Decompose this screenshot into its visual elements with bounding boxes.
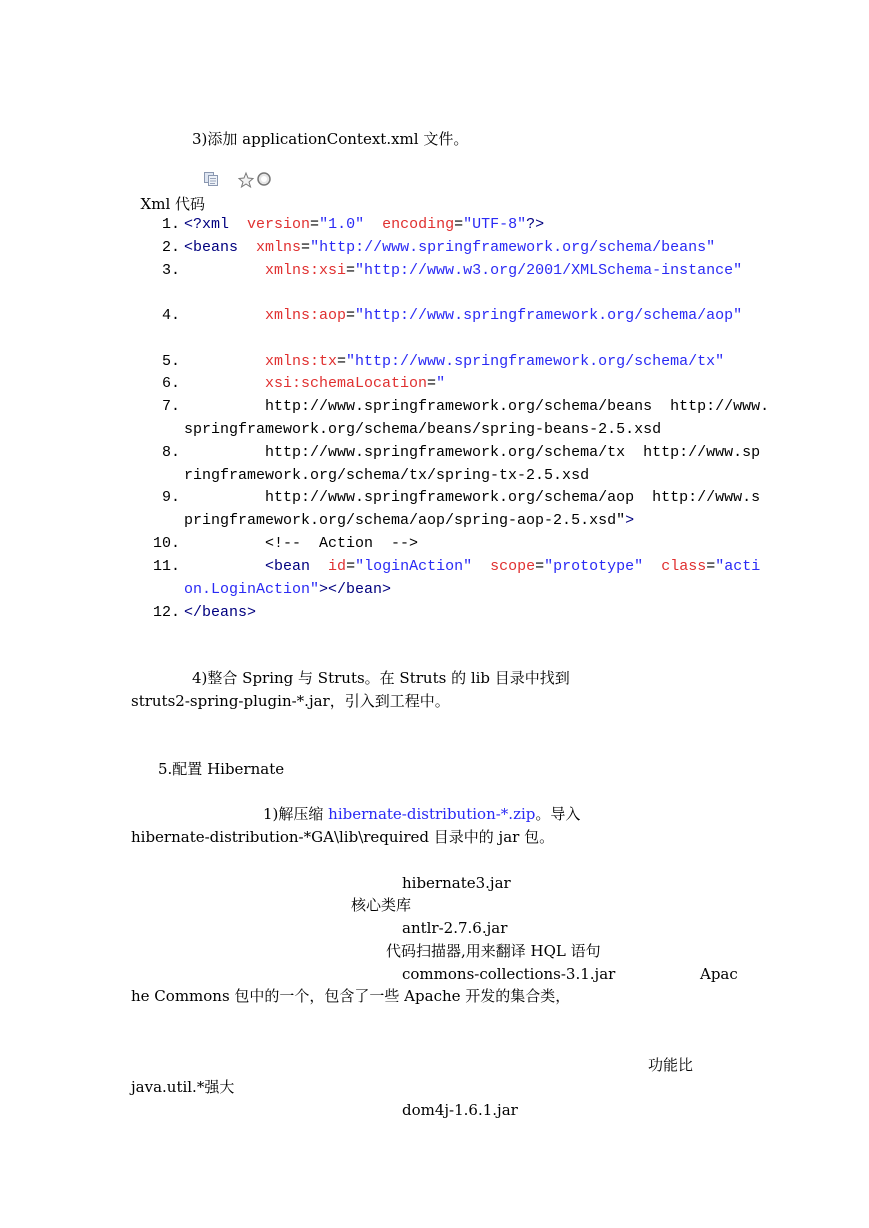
code-token: ": [436, 375, 446, 392]
code-token: =: [454, 216, 464, 233]
code-token: "http://www.springframework.org/schema/beans": [310, 239, 716, 256]
line-number: 12.: [152, 604, 180, 621]
code-token: "1.0": [319, 216, 365, 233]
step1-suffix: 。导入: [535, 805, 581, 823]
code-header: [131, 171, 205, 215]
code-token: "UTF-8": [463, 216, 527, 233]
code-token: [364, 216, 382, 233]
code-token: =: [301, 239, 311, 256]
code-line: [184, 260, 742, 282]
code-token: [184, 307, 265, 324]
code-token: xsi:schemaLocation: [265, 375, 428, 392]
code-token: id: [328, 558, 347, 575]
code-token: =: [337, 353, 347, 370]
code-token: <beans: [184, 239, 239, 256]
code-token: "http://www.springframework.org/schema/tx": [346, 353, 725, 370]
step4-line1: 4)整合 Spring 与 Struts。在 Struts 的 lib 目录中找到: [192, 669, 570, 687]
jar-dom4j: dom4j-1.6.1.jar: [402, 1101, 518, 1119]
code-line: [184, 305, 742, 327]
step1-prefix: 1)解压缩: [263, 805, 329, 823]
code-line-wrap: springframework.org/schema/beans/spring-beans-2.5.xsd: [184, 421, 662, 438]
code-token: "http://www.springframework.org/schema/aop": [355, 307, 743, 324]
line-number: 6.: [161, 375, 180, 392]
code-token: [229, 216, 247, 233]
code-token: "loginAction": [355, 558, 473, 575]
code-line-wrap: [184, 510, 634, 532]
code-line-wrap: [184, 579, 391, 601]
line-number: 9.: [161, 489, 180, 506]
code-line: [184, 351, 724, 373]
step3-text: 3)添加 applicationContext.xml 文件。: [192, 130, 469, 148]
code-line: [184, 237, 715, 259]
section5-heading: 5.配置 Hibernate: [158, 760, 285, 778]
line-number: 8.: [161, 444, 180, 461]
jar-commons-desc-c: 功能比: [648, 1056, 694, 1074]
code-line: http://www.springframework.org/schema/beans http://www.: [184, 398, 770, 415]
code-line: [184, 373, 445, 395]
jar-antlr: antlr-2.7.6.jar: [402, 919, 508, 937]
code-token: "acti: [715, 558, 761, 575]
code-token: xmlns:tx: [265, 353, 338, 370]
code-line: http://www.springframework.org/schema/aop http://www.s: [184, 489, 761, 506]
code-token: encoding: [382, 216, 455, 233]
step1-line1: [263, 803, 580, 825]
code-token: [238, 239, 256, 256]
code-line-wrap: ringframework.org/schema/tx/spring-tx-2.5.xsd: [184, 467, 590, 484]
jar-commons-desc-b: he Commons 包中的一个，包含了一些 Apache 开发的集合类，: [131, 987, 571, 1005]
step4-line2: struts2-spring-plugin-*.jar，引入到工程中。: [131, 692, 450, 710]
code-token: xmlns:xsi: [265, 262, 347, 279]
line-number: 10.: [152, 535, 180, 552]
line-number: 2.: [161, 239, 180, 256]
code-token: xmlns:aop: [265, 307, 347, 324]
line-number: 3.: [161, 262, 180, 279]
code-token: =: [346, 307, 356, 324]
line-number: 5.: [161, 353, 180, 370]
code-line: <bean id="loginAction" scope="prototype" class="acti: [265, 558, 761, 575]
code-token: ></bean>: [319, 581, 392, 598]
code-token: class: [661, 558, 707, 575]
code-token: <?xml: [184, 216, 230, 233]
line-number: 1.: [161, 216, 180, 233]
code-token: [184, 262, 265, 279]
code-token: =: [310, 216, 320, 233]
jar-commons: commons-collections-3.1.jar: [402, 965, 616, 983]
jar-commons-desc-d: java.util.*强大: [131, 1078, 235, 1096]
step1-line2: hibernate-distribution-*GA\lib\required 目录中的 jar 包。: [131, 828, 555, 846]
code-line: </beans>: [184, 604, 257, 621]
star-icon[interactable]: [237, 171, 273, 189]
code-line: http://www.springframework.org/schema/tx http://www.sp: [184, 444, 761, 461]
code-token: [184, 353, 265, 370]
code-token: "http://www.w3.org/2001/XMLSchema-instance": [355, 262, 743, 279]
jar-commons-desc-a: Apac: [700, 965, 738, 983]
copy-icon[interactable]: [204, 172, 218, 186]
code-token: xmlns: [256, 239, 302, 256]
line-number: 4.: [161, 307, 180, 324]
code-token: [184, 375, 265, 392]
code-token: ?>: [526, 216, 545, 233]
line-number: 7.: [161, 398, 180, 415]
code-line: [184, 214, 544, 236]
code-line: <!-- Action -->: [184, 535, 419, 552]
code-token: "prototype": [544, 558, 644, 575]
hibernate-zip-link[interactable]: hibernate-distribution-*.zip: [328, 805, 536, 823]
jar-hibernate-desc: 核心类库: [351, 896, 412, 914]
line-number: 11.: [152, 558, 180, 575]
code-token: =: [346, 262, 356, 279]
code-token: >: [625, 512, 635, 529]
code-token: version: [247, 216, 311, 233]
jar-antlr-desc: 代码扫描器,用来翻译 HQL 语句: [386, 942, 601, 960]
code-token: <bean: [265, 558, 311, 575]
code-token: on.LoginAction": [184, 581, 320, 598]
code-token: scope: [490, 558, 536, 575]
code-token: pringframework.org/schema/aop/spring-aop-2.5.xsd": [184, 512, 626, 529]
code-token: =: [427, 375, 437, 392]
jar-hibernate: hibernate3.jar: [402, 874, 511, 892]
code-header-label: Xml 代码: [140, 195, 206, 213]
